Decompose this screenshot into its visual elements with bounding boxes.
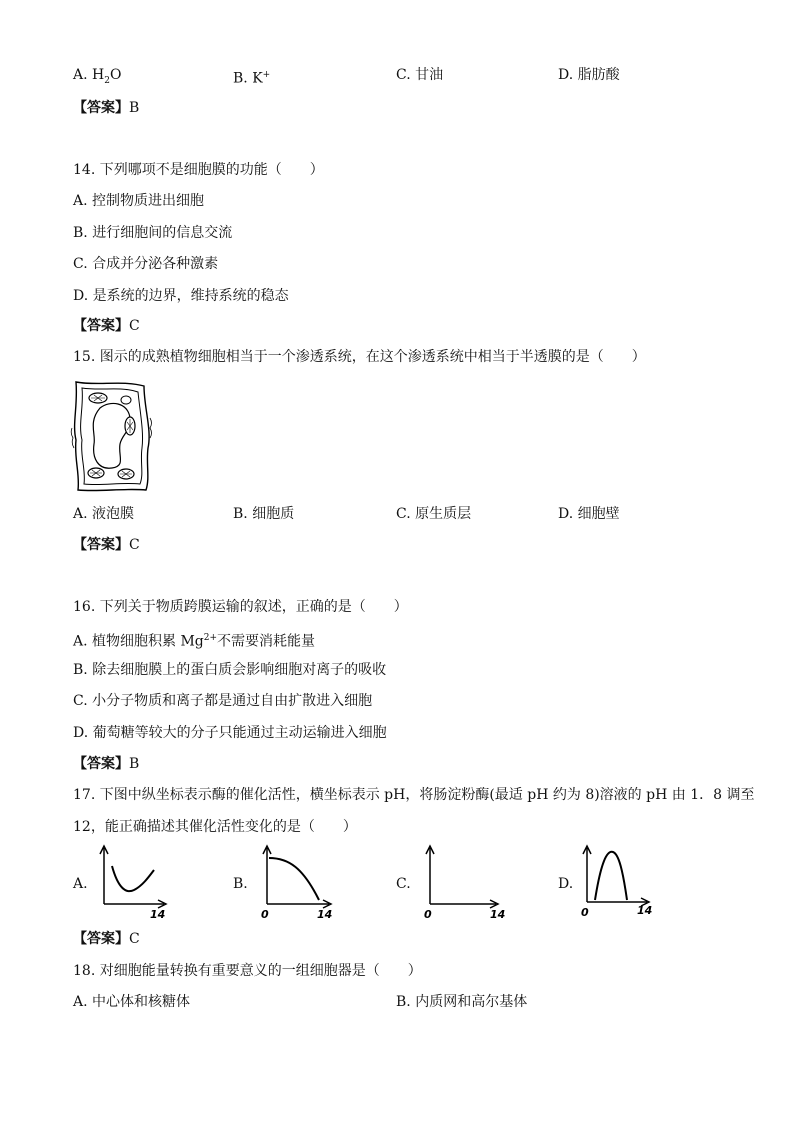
- option-superscript: 2+: [203, 633, 218, 643]
- plant-cell-diagram: [70, 378, 156, 494]
- q13-option-d: [558, 66, 620, 84]
- x-max-label: 14: [317, 908, 333, 921]
- answer-label: 【答案】: [73, 756, 129, 772]
- q15-question: 15. 图示的成熟植物细胞相当于一个渗透系统，在这个渗透系统中相当于半透膜的是（ ）: [73, 349, 646, 365]
- option-letter: C.: [396, 67, 411, 83]
- option-text: 脂肪酸: [577, 67, 620, 83]
- option-letter: D.: [558, 67, 574, 83]
- q16-question: 16. 下列关于物质跨膜运输的叙述，正确的是（ ）: [73, 599, 408, 615]
- q14-option-a: A. 控制物质进出细胞: [73, 193, 205, 209]
- q13-answer: [73, 99, 139, 117]
- q17-graph-c-letter: C.: [396, 876, 411, 892]
- q17-graph-a: [92, 842, 172, 922]
- option-text: K: [252, 70, 263, 87]
- q17-graph-b-letter: B.: [233, 876, 248, 892]
- q15-option-a: A. 液泡膜: [73, 506, 135, 522]
- q17-graph-d-letter: D.: [558, 876, 574, 892]
- option-subscript: 2: [104, 75, 110, 86]
- origin-label: 0: [424, 908, 432, 921]
- q17-answer: [73, 930, 140, 948]
- q16-option-b: B. 除去细胞膜上的蛋白质会影响细胞对离子的吸收: [73, 662, 387, 678]
- q15-option-b: B. 细胞质: [233, 506, 295, 522]
- q15-option-c: C. 原生质层: [396, 506, 472, 522]
- q13-option-b: [233, 66, 270, 88]
- activity-curve-u: [112, 866, 154, 891]
- q17-graph-d: [575, 842, 660, 920]
- q17-question-line1: 17. 下图中纵坐标表示酶的催化活性，横坐标表示 pH，将肠淀粉酶(最适 pH 约为 8)溶液的 pH 由 1．8 调至: [73, 787, 755, 803]
- q14-option-b: B. 进行细胞间的信息交流: [73, 225, 233, 241]
- activity-curve-peak: [595, 852, 627, 900]
- q17-graph-c: [418, 842, 508, 922]
- q15-option-d: D. 细胞壁: [558, 506, 620, 522]
- option-letter: A.: [73, 67, 88, 83]
- option-text-tail: O: [109, 67, 122, 83]
- option-text: 甘油: [415, 67, 444, 83]
- answer-value: C: [129, 931, 140, 947]
- option-text: A. 植物细胞积累 Mg: [73, 633, 204, 650]
- x-max-label: 14: [150, 908, 166, 921]
- q16-option-c: C. 小分子物质和离子都是通过自由扩散进入细胞: [73, 693, 373, 709]
- q13-option-a: [73, 66, 121, 90]
- answer-label: 【答案】: [73, 100, 129, 116]
- option-letter: B.: [233, 70, 248, 87]
- q18-question: 18. 对细胞能量转换有重要意义的一组细胞器是（ ）: [73, 963, 422, 979]
- q14-option-c: C. 合成并分泌各种激素: [73, 256, 219, 272]
- q18-option-b: B. 内质网和高尔基体: [396, 994, 528, 1010]
- x-max-label: 14: [490, 908, 506, 921]
- q17-graph-a-letter: A.: [73, 876, 88, 892]
- answer-value: B: [129, 100, 140, 116]
- q16-option-d: D. 葡萄糖等较大的分子只能通过主动运输进入细胞: [73, 725, 387, 741]
- q14-answer: [73, 317, 140, 335]
- q13-option-c: [396, 66, 443, 84]
- q17-question-line2: 12，能正确描述其催化活性变化的是（ ）: [73, 819, 357, 835]
- origin-label: 0: [261, 908, 269, 921]
- answer-value: C: [129, 318, 140, 334]
- q16-option-a: [73, 629, 315, 651]
- answer-value: B: [129, 756, 140, 772]
- origin-label: 0: [581, 906, 589, 919]
- option-text: H: [92, 67, 105, 83]
- option-text-tail: 不需要消耗能量: [217, 633, 316, 650]
- q17-graph-b: [255, 842, 345, 922]
- answer-label: 【答案】: [73, 537, 129, 553]
- answer-label: 【答案】: [73, 931, 129, 947]
- activity-curve-declining: [269, 858, 319, 900]
- answer-value: C: [129, 537, 140, 553]
- option-superscript: +: [262, 70, 271, 80]
- q14-question: 14. 下列哪项不是细胞膜的功能（ ）: [73, 162, 324, 178]
- x-max-label: 14: [637, 904, 653, 917]
- q14-option-d: D. 是系统的边界，维持系统的稳态: [73, 288, 289, 304]
- q15-answer: [73, 536, 140, 554]
- q18-option-a: A. 中心体和核糖体: [73, 994, 191, 1010]
- answer-label: 【答案】: [73, 318, 129, 334]
- q16-answer: [73, 755, 139, 773]
